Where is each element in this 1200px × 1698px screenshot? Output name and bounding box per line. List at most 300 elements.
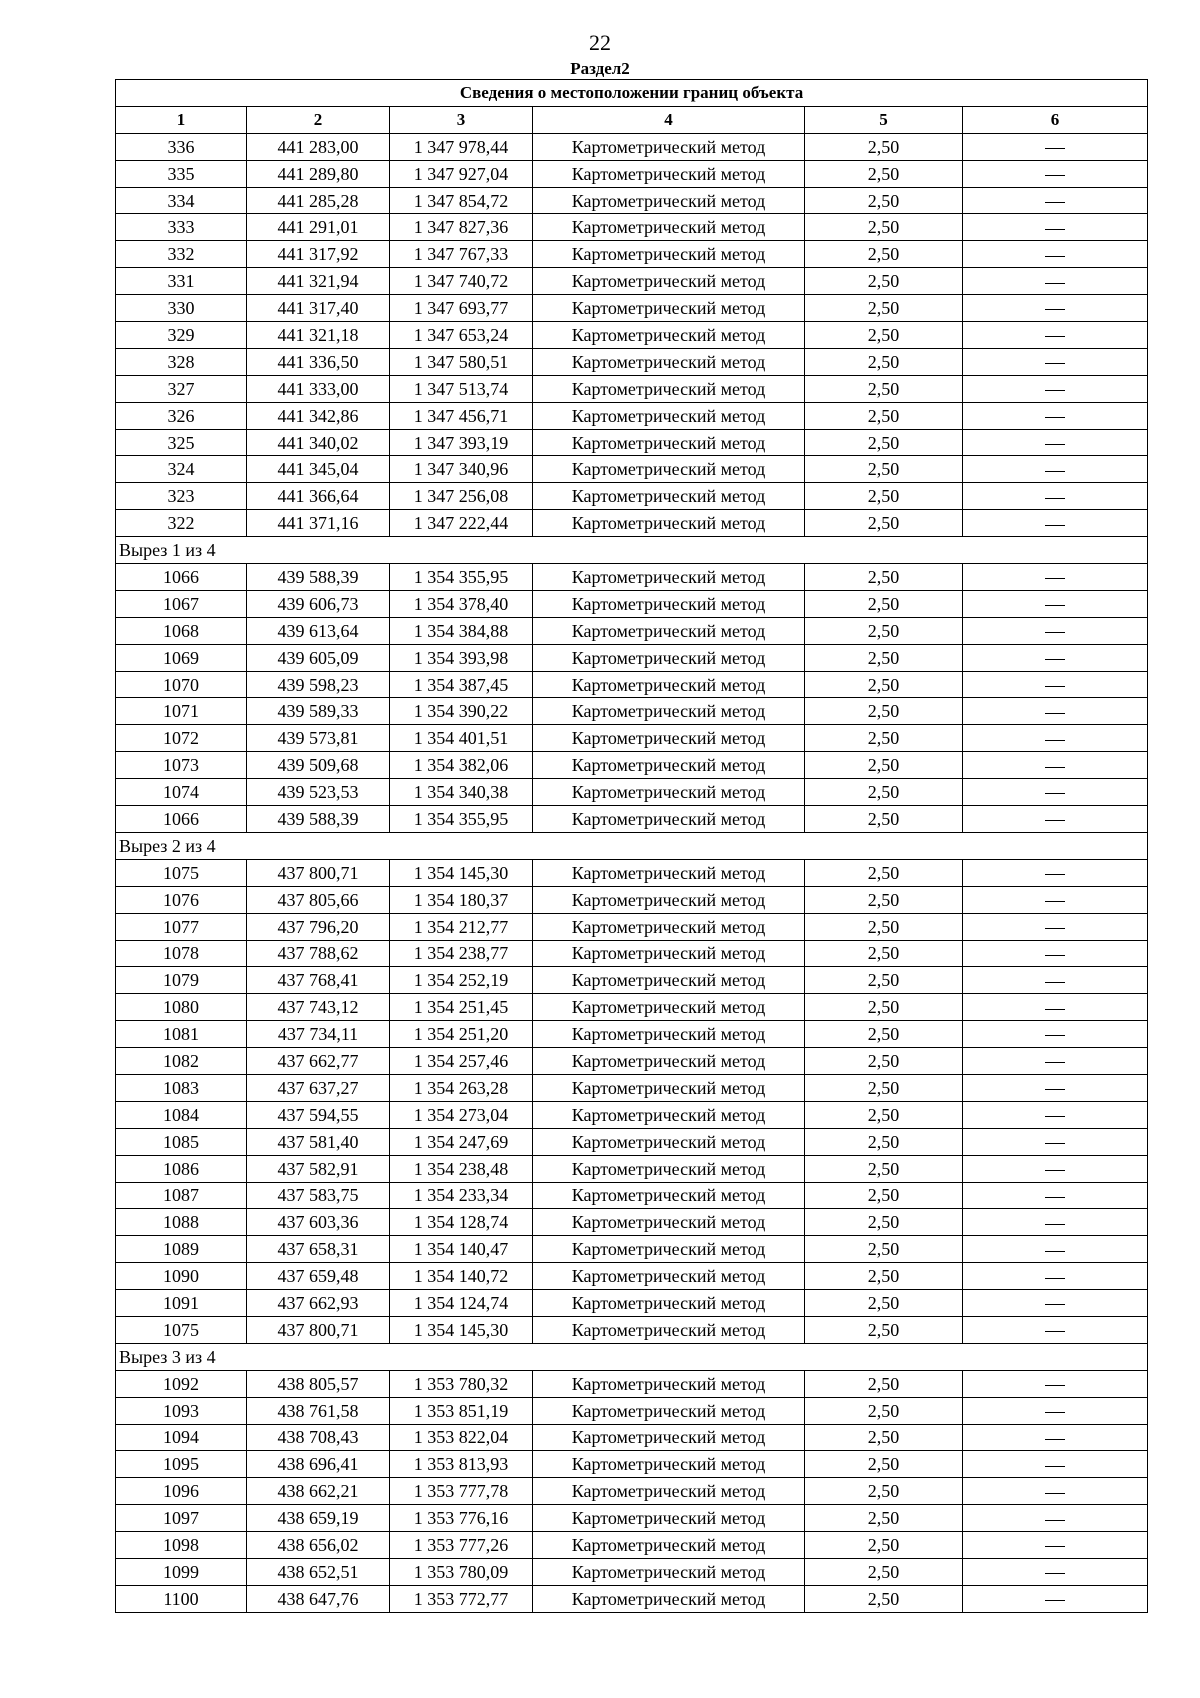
y-coordinate-cell: 1 354 180,37 — [390, 886, 533, 913]
accuracy-cell: 2,50 — [805, 617, 963, 644]
y-coordinate-cell: 1 353 851,19 — [390, 1397, 533, 1424]
description-cell — [963, 1558, 1148, 1585]
dash-mark — [1045, 498, 1065, 499]
table-row — [116, 483, 1148, 510]
point-number-cell: 1078 — [116, 940, 247, 967]
table-row — [116, 617, 1148, 644]
table-row — [116, 510, 1148, 537]
accuracy-cell: 2,50 — [805, 214, 963, 241]
table-row — [116, 1074, 1148, 1101]
point-number-cell: 326 — [116, 402, 247, 429]
table-row — [116, 322, 1148, 349]
accuracy-cell: 2,50 — [805, 1263, 963, 1290]
dash-mark — [1045, 1546, 1065, 1547]
dash-mark — [1045, 256, 1065, 257]
point-number-cell: 325 — [116, 429, 247, 456]
x-coordinate-cell: 441 336,50 — [247, 348, 390, 375]
point-number-cell: 1095 — [116, 1451, 247, 1478]
y-coordinate-cell: 1 347 740,72 — [390, 268, 533, 295]
x-coordinate-cell: 441 291,01 — [247, 214, 390, 241]
table-row — [116, 886, 1148, 913]
description-cell — [963, 133, 1148, 160]
table-row — [116, 1424, 1148, 1451]
accuracy-cell: 2,50 — [805, 1021, 963, 1048]
dash-mark — [1045, 1197, 1065, 1198]
description-cell — [963, 160, 1148, 187]
y-coordinate-cell: 1 354 128,74 — [390, 1209, 533, 1236]
dash-mark — [1045, 471, 1065, 472]
x-coordinate-cell: 437 581,40 — [247, 1128, 390, 1155]
x-coordinate-cell: 437 796,20 — [247, 913, 390, 940]
dash-mark — [1045, 283, 1065, 284]
x-coordinate-cell: 441 321,94 — [247, 268, 390, 295]
accuracy-cell: 2,50 — [805, 375, 963, 402]
point-number-cell: 1087 — [116, 1182, 247, 1209]
method-cell: Картометрический метод — [533, 348, 805, 375]
table-row — [116, 859, 1148, 886]
description-cell — [963, 806, 1148, 833]
method-cell: Картометрический метод — [533, 671, 805, 698]
x-coordinate-cell: 441 317,92 — [247, 241, 390, 268]
x-coordinate-cell: 438 659,19 — [247, 1505, 390, 1532]
table-row — [116, 698, 1148, 725]
column-header: 6 — [963, 106, 1148, 133]
dash-mark — [1045, 525, 1065, 526]
y-coordinate-cell: 1 353 772,77 — [390, 1585, 533, 1612]
point-number-cell: 1075 — [116, 1316, 247, 1343]
table-row — [116, 429, 1148, 456]
description-cell — [963, 886, 1148, 913]
y-coordinate-cell: 1 347 456,71 — [390, 402, 533, 429]
description-cell — [963, 1424, 1148, 1451]
x-coordinate-cell: 439 606,73 — [247, 590, 390, 617]
y-coordinate-cell: 1 347 580,51 — [390, 348, 533, 375]
accuracy-cell: 2,50 — [805, 322, 963, 349]
method-cell: Картометрический метод — [533, 402, 805, 429]
dash-mark — [1045, 1035, 1065, 1036]
cutout-subheader-row — [116, 537, 1148, 564]
point-number-cell: 1075 — [116, 859, 247, 886]
method-cell: Картометрический метод — [533, 940, 805, 967]
dash-mark — [1045, 1062, 1065, 1063]
boundary-coordinates-table — [115, 79, 1148, 1613]
method-cell: Картометрический метод — [533, 1236, 805, 1263]
x-coordinate-cell: 439 523,53 — [247, 779, 390, 806]
dash-mark — [1045, 1009, 1065, 1010]
x-coordinate-cell: 441 289,80 — [247, 160, 390, 187]
y-coordinate-cell: 1 354 252,19 — [390, 967, 533, 994]
method-cell: Картометрический метод — [533, 1585, 805, 1612]
description-cell — [963, 456, 1148, 483]
cutout-label: Вырез 1 из 4 — [116, 537, 1148, 564]
cutout-subheader-row — [116, 832, 1148, 859]
description-cell — [963, 1397, 1148, 1424]
dash-mark — [1045, 417, 1065, 418]
table-row — [116, 375, 1148, 402]
point-number-cell: 1070 — [116, 671, 247, 698]
accuracy-cell: 2,50 — [805, 590, 963, 617]
dash-mark — [1045, 928, 1065, 929]
table-row — [116, 402, 1148, 429]
accuracy-cell: 2,50 — [805, 859, 963, 886]
table-row — [116, 295, 1148, 322]
y-coordinate-cell: 1 347 978,44 — [390, 133, 533, 160]
description-cell — [963, 940, 1148, 967]
point-number-cell: 334 — [116, 187, 247, 214]
dash-mark — [1045, 1493, 1065, 1494]
y-coordinate-cell: 1 353 813,93 — [390, 1451, 533, 1478]
x-coordinate-cell: 437 662,77 — [247, 1048, 390, 1075]
y-coordinate-cell: 1 347 256,08 — [390, 483, 533, 510]
dash-mark — [1045, 1143, 1065, 1144]
dash-mark — [1045, 390, 1065, 391]
method-cell: Картометрический метод — [533, 1128, 805, 1155]
method-cell: Картометрический метод — [533, 1424, 805, 1451]
x-coordinate-cell: 438 805,57 — [247, 1370, 390, 1397]
x-coordinate-cell: 437 583,75 — [247, 1182, 390, 1209]
page-number: 22 — [589, 30, 611, 55]
accuracy-cell: 2,50 — [805, 1182, 963, 1209]
y-coordinate-cell: 1 354 387,45 — [390, 671, 533, 698]
method-cell: Картометрический метод — [533, 1263, 805, 1290]
method-cell: Картометрический метод — [533, 1155, 805, 1182]
accuracy-cell: 2,50 — [805, 1290, 963, 1317]
x-coordinate-cell: 438 708,43 — [247, 1424, 390, 1451]
y-coordinate-cell: 1 354 212,77 — [390, 913, 533, 940]
x-coordinate-cell: 439 613,64 — [247, 617, 390, 644]
point-number-cell: 1082 — [116, 1048, 247, 1075]
table-title: Сведения о местоположении границ объекта — [116, 80, 1148, 107]
table-row — [116, 967, 1148, 994]
x-coordinate-cell: 438 647,76 — [247, 1585, 390, 1612]
y-coordinate-cell: 1 353 777,26 — [390, 1532, 533, 1559]
column-header: 3 — [390, 106, 533, 133]
dash-mark — [1045, 363, 1065, 364]
method-cell: Картометрический метод — [533, 483, 805, 510]
dash-mark — [1045, 202, 1065, 203]
method-cell: Картометрический метод — [533, 913, 805, 940]
description-cell — [963, 402, 1148, 429]
method-cell: Картометрический метод — [533, 268, 805, 295]
dash-mark — [1045, 1224, 1065, 1225]
point-number-cell: 1066 — [116, 806, 247, 833]
x-coordinate-cell: 441 317,40 — [247, 295, 390, 322]
point-number-cell: 1089 — [116, 1236, 247, 1263]
method-cell: Картометрический метод — [533, 1397, 805, 1424]
point-number-cell: 1090 — [116, 1263, 247, 1290]
point-number-cell: 1092 — [116, 1370, 247, 1397]
x-coordinate-cell: 439 588,39 — [247, 806, 390, 833]
table-row — [116, 241, 1148, 268]
x-coordinate-cell: 441 371,16 — [247, 510, 390, 537]
point-number-cell: 1097 — [116, 1505, 247, 1532]
dash-mark — [1045, 336, 1065, 337]
table-row — [116, 1558, 1148, 1585]
accuracy-cell: 2,50 — [805, 1585, 963, 1612]
method-cell: Картометрический метод — [533, 859, 805, 886]
x-coordinate-cell: 437 582,91 — [247, 1155, 390, 1182]
point-number-cell: 1099 — [116, 1558, 247, 1585]
point-number-cell: 1088 — [116, 1209, 247, 1236]
accuracy-cell: 2,50 — [805, 241, 963, 268]
accuracy-cell: 2,50 — [805, 1209, 963, 1236]
description-cell — [963, 994, 1148, 1021]
method-cell: Картометрический метод — [533, 617, 805, 644]
table-row — [116, 913, 1148, 940]
dash-mark — [1045, 740, 1065, 741]
method-cell: Картометрический метод — [533, 1558, 805, 1585]
y-coordinate-cell: 1 354 393,98 — [390, 644, 533, 671]
point-number-cell: 322 — [116, 510, 247, 537]
dash-mark — [1045, 1170, 1065, 1171]
point-number-cell: 1076 — [116, 886, 247, 913]
table-title-row — [116, 80, 1148, 107]
y-coordinate-cell: 1 347 827,36 — [390, 214, 533, 241]
x-coordinate-cell: 441 321,18 — [247, 322, 390, 349]
x-coordinate-cell: 441 366,64 — [247, 483, 390, 510]
method-cell: Картометрический метод — [533, 429, 805, 456]
dash-mark — [1045, 1439, 1065, 1440]
accuracy-cell: 2,50 — [805, 187, 963, 214]
method-cell: Картометрический метод — [533, 1370, 805, 1397]
accuracy-cell: 2,50 — [805, 483, 963, 510]
y-coordinate-cell: 1 347 767,33 — [390, 241, 533, 268]
table-row — [116, 187, 1148, 214]
x-coordinate-cell: 437 637,27 — [247, 1074, 390, 1101]
x-coordinate-cell: 437 658,31 — [247, 1236, 390, 1263]
method-cell: Картометрический метод — [533, 1451, 805, 1478]
table-row — [116, 456, 1148, 483]
table-row — [116, 160, 1148, 187]
y-coordinate-cell: 1 353 777,78 — [390, 1478, 533, 1505]
table-row — [116, 1290, 1148, 1317]
dash-mark — [1045, 1251, 1065, 1252]
x-coordinate-cell: 439 509,68 — [247, 752, 390, 779]
column-header-row — [116, 106, 1148, 133]
y-coordinate-cell: 1 354 390,22 — [390, 698, 533, 725]
table-body — [116, 133, 1148, 1612]
point-number-cell: 1084 — [116, 1101, 247, 1128]
point-number-cell: 327 — [116, 375, 247, 402]
table-row — [116, 806, 1148, 833]
x-coordinate-cell: 438 656,02 — [247, 1532, 390, 1559]
x-coordinate-cell: 437 800,71 — [247, 1316, 390, 1343]
description-cell — [963, 698, 1148, 725]
table-row — [116, 1505, 1148, 1532]
accuracy-cell: 2,50 — [805, 725, 963, 752]
dash-mark — [1045, 1385, 1065, 1386]
accuracy-cell: 2,50 — [805, 510, 963, 537]
x-coordinate-cell: 439 598,23 — [247, 671, 390, 698]
description-cell — [963, 1532, 1148, 1559]
y-coordinate-cell: 1 354 273,04 — [390, 1101, 533, 1128]
description-cell — [963, 590, 1148, 617]
dash-mark — [1045, 1573, 1065, 1574]
table-row — [116, 133, 1148, 160]
table-row — [116, 1182, 1148, 1209]
accuracy-cell: 2,50 — [805, 160, 963, 187]
point-number-cell: 1067 — [116, 590, 247, 617]
description-cell — [963, 1128, 1148, 1155]
point-number-cell: 1094 — [116, 1424, 247, 1451]
dash-mark — [1045, 175, 1065, 176]
description-cell — [963, 375, 1148, 402]
x-coordinate-cell: 438 761,58 — [247, 1397, 390, 1424]
x-coordinate-cell: 437 788,62 — [247, 940, 390, 967]
accuracy-cell: 2,50 — [805, 1074, 963, 1101]
column-header: 2 — [247, 106, 390, 133]
x-coordinate-cell: 438 652,51 — [247, 1558, 390, 1585]
y-coordinate-cell: 1 347 854,72 — [390, 187, 533, 214]
description-cell — [963, 268, 1148, 295]
y-coordinate-cell: 1 354 401,51 — [390, 725, 533, 752]
method-cell: Картометрический метод — [533, 886, 805, 913]
dash-mark — [1045, 148, 1065, 149]
section-title: Раздел2 — [570, 59, 630, 78]
description-cell — [963, 779, 1148, 806]
y-coordinate-cell: 1 354 355,95 — [390, 564, 533, 591]
dash-mark — [1045, 1116, 1065, 1117]
description-cell — [963, 1585, 1148, 1612]
y-coordinate-cell: 1 354 355,95 — [390, 806, 533, 833]
method-cell: Картометрический метод — [533, 1478, 805, 1505]
description-cell — [963, 1290, 1148, 1317]
method-cell: Картометрический метод — [533, 806, 805, 833]
table-row — [116, 1370, 1148, 1397]
dash-mark — [1045, 1089, 1065, 1090]
point-number-cell: 1086 — [116, 1155, 247, 1182]
point-number-cell: 1080 — [116, 994, 247, 1021]
accuracy-cell: 2,50 — [805, 1236, 963, 1263]
y-coordinate-cell: 1 353 822,04 — [390, 1424, 533, 1451]
table-row — [116, 1532, 1148, 1559]
x-coordinate-cell: 437 805,66 — [247, 886, 390, 913]
y-coordinate-cell: 1 353 780,32 — [390, 1370, 533, 1397]
point-number-cell: 1096 — [116, 1478, 247, 1505]
table-row — [116, 1478, 1148, 1505]
point-number-cell: 332 — [116, 241, 247, 268]
accuracy-cell: 2,50 — [805, 1155, 963, 1182]
description-cell — [963, 483, 1148, 510]
dash-mark — [1045, 1304, 1065, 1305]
method-cell: Картометрический метод — [533, 590, 805, 617]
point-number-cell: 1093 — [116, 1397, 247, 1424]
table-row — [116, 214, 1148, 241]
table-row — [116, 1048, 1148, 1075]
point-number-cell: 1069 — [116, 644, 247, 671]
method-cell: Картометрический метод — [533, 133, 805, 160]
description-cell — [963, 187, 1148, 214]
description-cell — [963, 1370, 1148, 1397]
point-number-cell: 329 — [116, 322, 247, 349]
point-number-cell: 1085 — [116, 1128, 247, 1155]
table-row — [116, 1209, 1148, 1236]
point-number-cell: 1083 — [116, 1074, 247, 1101]
point-number-cell: 1072 — [116, 725, 247, 752]
y-coordinate-cell: 1 354 340,38 — [390, 779, 533, 806]
accuracy-cell: 2,50 — [805, 1505, 963, 1532]
method-cell: Картометрический метод — [533, 322, 805, 349]
description-cell — [963, 1236, 1148, 1263]
accuracy-cell: 2,50 — [805, 402, 963, 429]
point-number-cell: 324 — [116, 456, 247, 483]
table-row — [116, 994, 1148, 1021]
description-cell — [963, 1316, 1148, 1343]
y-coordinate-cell: 1 347 222,44 — [390, 510, 533, 537]
point-number-cell: 1079 — [116, 967, 247, 994]
description-cell — [963, 348, 1148, 375]
accuracy-cell: 2,50 — [805, 1048, 963, 1075]
accuracy-cell: 2,50 — [805, 1128, 963, 1155]
dash-mark — [1045, 659, 1065, 660]
table-row — [116, 1021, 1148, 1048]
method-cell: Картометрический метод — [533, 295, 805, 322]
table-row — [116, 1585, 1148, 1612]
x-coordinate-cell: 441 333,00 — [247, 375, 390, 402]
description-cell — [963, 644, 1148, 671]
method-cell: Картометрический метод — [533, 1532, 805, 1559]
dash-mark — [1045, 444, 1065, 445]
dash-mark — [1045, 1331, 1065, 1332]
point-number-cell: 1066 — [116, 564, 247, 591]
method-cell: Картометрический метод — [533, 725, 805, 752]
description-cell — [963, 1074, 1148, 1101]
accuracy-cell: 2,50 — [805, 133, 963, 160]
dash-mark — [1045, 1412, 1065, 1413]
x-coordinate-cell: 441 340,02 — [247, 429, 390, 456]
dash-mark — [1045, 229, 1065, 230]
accuracy-cell: 2,50 — [805, 564, 963, 591]
x-coordinate-cell: 439 588,39 — [247, 564, 390, 591]
table-row — [116, 348, 1148, 375]
description-cell — [963, 1101, 1148, 1128]
x-coordinate-cell: 441 345,04 — [247, 456, 390, 483]
x-coordinate-cell: 441 283,00 — [247, 133, 390, 160]
accuracy-cell: 2,50 — [805, 1532, 963, 1559]
description-cell — [963, 1209, 1148, 1236]
method-cell: Картометрический метод — [533, 160, 805, 187]
y-coordinate-cell: 1 354 233,34 — [390, 1182, 533, 1209]
table-row — [116, 1128, 1148, 1155]
dash-mark — [1045, 578, 1065, 579]
table-row — [116, 779, 1148, 806]
y-coordinate-cell: 1 354 378,40 — [390, 590, 533, 617]
table-row — [116, 564, 1148, 591]
point-number-cell: 323 — [116, 483, 247, 510]
accuracy-cell: 2,50 — [805, 779, 963, 806]
table-row — [116, 1236, 1148, 1263]
x-coordinate-cell: 439 589,33 — [247, 698, 390, 725]
point-number-cell: 335 — [116, 160, 247, 187]
y-coordinate-cell: 1 354 145,30 — [390, 1316, 533, 1343]
table-row — [116, 1155, 1148, 1182]
dash-mark — [1045, 820, 1065, 821]
y-coordinate-cell: 1 354 238,48 — [390, 1155, 533, 1182]
method-cell: Картометрический метод — [533, 187, 805, 214]
description-cell — [963, 322, 1148, 349]
method-cell: Картометрический метод — [533, 564, 805, 591]
method-cell: Картометрический метод — [533, 1101, 805, 1128]
table-row — [116, 1451, 1148, 1478]
dash-mark — [1045, 874, 1065, 875]
accuracy-cell: 2,50 — [805, 1558, 963, 1585]
description-cell — [963, 214, 1148, 241]
dash-mark — [1045, 1278, 1065, 1279]
column-header: 4 — [533, 106, 805, 133]
accuracy-cell: 2,50 — [805, 698, 963, 725]
x-coordinate-cell: 437 743,12 — [247, 994, 390, 1021]
accuracy-cell: 2,50 — [805, 967, 963, 994]
